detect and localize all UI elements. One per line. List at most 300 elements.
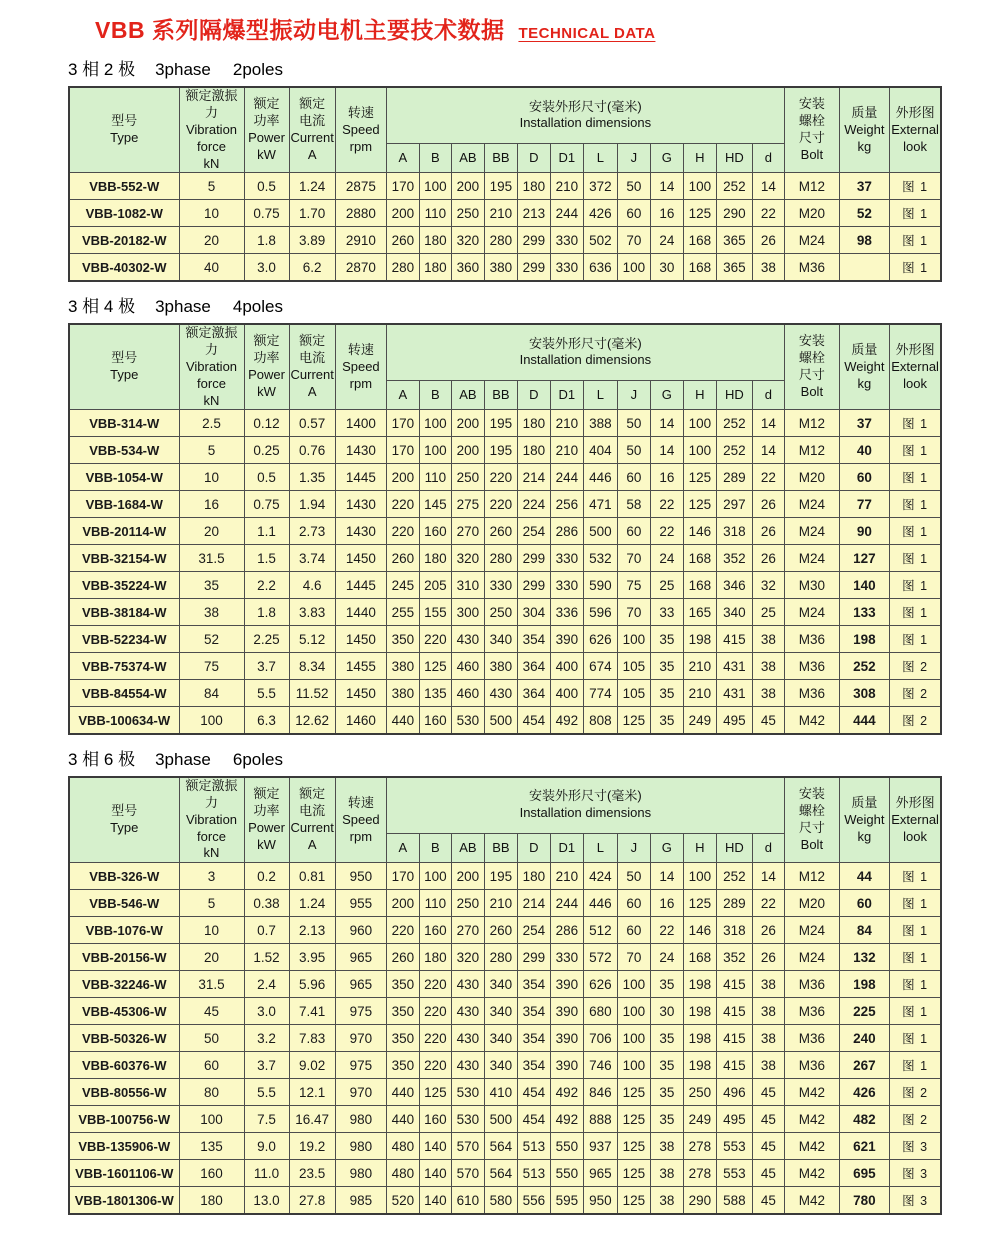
dimension-cell: 532 xyxy=(583,545,617,572)
dimension-cell: 746 xyxy=(583,1052,617,1079)
force-cell: 10 xyxy=(179,464,244,491)
dimension-cell: 372 xyxy=(583,173,617,200)
weight-cell: 140 xyxy=(839,572,889,599)
dimension-cell: 220 xyxy=(484,491,517,518)
model-cell: VBB-314-W xyxy=(69,410,179,437)
dimension-cell: 480 xyxy=(386,1160,419,1187)
header-vibration-force: 额定激振力 Vibration force kN xyxy=(179,324,244,410)
header-dim-b: B xyxy=(419,833,451,863)
speed-cell: 985 xyxy=(335,1187,386,1214)
dimension-cell: 500 xyxy=(484,1106,517,1133)
dimension-cell: 168 xyxy=(683,944,716,971)
table-row xyxy=(69,491,941,518)
dimension-cell: 100 xyxy=(617,254,650,281)
dimension-cell: 45 xyxy=(752,1160,784,1187)
dimension-cell: 304 xyxy=(517,599,550,626)
dimension-cell: 210 xyxy=(484,200,517,227)
dimension-cell: 135 xyxy=(419,680,451,707)
dimension-cell: 249 xyxy=(683,707,716,734)
dimension-cell: 195 xyxy=(484,173,517,200)
header-bolt: 安装 螺栓 尺寸 Bolt xyxy=(784,87,839,173)
dimension-cell: 564 xyxy=(484,1133,517,1160)
section-heading-poles: 6poles xyxy=(232,749,283,769)
power-cell: 5.5 xyxy=(244,680,289,707)
dimension-cell: 460 xyxy=(451,680,484,707)
dimension-cell: 400 xyxy=(550,653,583,680)
bolt-cell: M20 xyxy=(784,200,839,227)
power-cell: 2.25 xyxy=(244,626,289,653)
dimension-cell: 146 xyxy=(683,917,716,944)
figure-cell: 图 1 xyxy=(889,572,941,599)
dimension-cell: 213 xyxy=(517,200,550,227)
table-row xyxy=(69,680,941,707)
speed-cell: 1430 xyxy=(335,518,386,545)
header-dim-d: D xyxy=(517,143,550,173)
header-dim-d1: D1 xyxy=(550,380,583,410)
weight-cell: 267 xyxy=(839,1052,889,1079)
table-row xyxy=(69,1052,941,1079)
dimension-cell: 289 xyxy=(716,464,752,491)
force-cell: 50 xyxy=(179,1025,244,1052)
table-row xyxy=(69,410,941,437)
dimension-cell: 180 xyxy=(517,863,550,890)
current-cell: 1.24 xyxy=(289,173,335,200)
section-heading-cn: 3 相 6 极 xyxy=(68,749,136,769)
speed-cell: 955 xyxy=(335,890,386,917)
current-cell: 3.89 xyxy=(289,227,335,254)
weight-cell: 60 xyxy=(839,890,889,917)
dimension-cell: 354 xyxy=(517,1025,550,1052)
dimension-cell: 500 xyxy=(484,707,517,734)
dimension-cell: 255 xyxy=(386,599,419,626)
force-cell: 75 xyxy=(179,653,244,680)
weight-cell: 308 xyxy=(839,680,889,707)
dimension-cell: 278 xyxy=(683,1133,716,1160)
header-speed: 转速 Speed rpm xyxy=(335,777,386,863)
dimension-cell: 390 xyxy=(550,626,583,653)
speed-cell: 1450 xyxy=(335,626,386,653)
dimension-cell: 290 xyxy=(683,1187,716,1214)
weight-cell: 44 xyxy=(839,863,889,890)
model-cell: VBB-552-W xyxy=(69,173,179,200)
dimension-cell: 220 xyxy=(419,1052,451,1079)
table-row xyxy=(69,545,941,572)
current-cell: 12.62 xyxy=(289,707,335,734)
current-cell: 7.41 xyxy=(289,998,335,1025)
model-cell: VBB-135906-W xyxy=(69,1133,179,1160)
current-cell: 5.96 xyxy=(289,971,335,998)
bolt-cell: M20 xyxy=(784,464,839,491)
force-cell: 10 xyxy=(179,917,244,944)
force-cell: 2.5 xyxy=(179,410,244,437)
dimension-cell: 180 xyxy=(419,227,451,254)
bolt-cell: M24 xyxy=(784,917,839,944)
dimension-cell: 38 xyxy=(752,998,784,1025)
dimension-cell: 30 xyxy=(650,254,683,281)
dimension-cell: 160 xyxy=(419,1106,451,1133)
dimension-cell: 14 xyxy=(752,173,784,200)
dimension-cell: 38 xyxy=(752,971,784,998)
table-row xyxy=(69,227,941,254)
dimension-cell: 354 xyxy=(517,626,550,653)
weight-cell: 84 xyxy=(839,917,889,944)
header-dim-d: D xyxy=(517,833,550,863)
header-dim-a: A xyxy=(386,380,419,410)
dimension-cell: 430 xyxy=(451,626,484,653)
speed-cell: 980 xyxy=(335,1106,386,1133)
power-cell: 0.25 xyxy=(244,437,289,464)
speed-cell: 1460 xyxy=(335,707,386,734)
dimension-cell: 35 xyxy=(650,707,683,734)
force-cell: 10 xyxy=(179,200,244,227)
weight-cell: 37 xyxy=(839,410,889,437)
weight-cell: 52 xyxy=(839,200,889,227)
section-heading-cn: 3 相 4 极 xyxy=(68,296,136,316)
header-dim-j: J xyxy=(617,380,650,410)
dimension-cell: 195 xyxy=(484,437,517,464)
weight-cell: 252 xyxy=(839,653,889,680)
dimension-cell: 260 xyxy=(484,518,517,545)
dimension-cell: 60 xyxy=(617,518,650,545)
power-cell: 1.8 xyxy=(244,227,289,254)
header-current: 额定 电流 Current A xyxy=(289,777,335,863)
figure-cell: 图 1 xyxy=(889,890,941,917)
dimension-cell: 570 xyxy=(451,1133,484,1160)
header-dim-d: d xyxy=(752,143,784,173)
dimension-cell: 38 xyxy=(650,1187,683,1214)
force-cell: 16 xyxy=(179,491,244,518)
dimension-cell: 674 xyxy=(583,653,617,680)
dimension-cell: 210 xyxy=(683,680,716,707)
bolt-cell: M36 xyxy=(784,680,839,707)
speed-cell: 2870 xyxy=(335,254,386,281)
model-cell: VBB-75374-W xyxy=(69,653,179,680)
current-cell: 8.34 xyxy=(289,653,335,680)
dimension-cell: 210 xyxy=(550,863,583,890)
dimension-cell: 300 xyxy=(451,599,484,626)
header-vibration-force: 额定激振力 Vibration force kN xyxy=(179,777,244,863)
dimension-cell: 350 xyxy=(386,1052,419,1079)
dimension-cell: 50 xyxy=(617,410,650,437)
dimension-cell: 330 xyxy=(550,254,583,281)
dimension-cell: 299 xyxy=(517,572,550,599)
dimension-cell: 270 xyxy=(451,518,484,545)
dimension-cell: 278 xyxy=(683,1160,716,1187)
dimension-cell: 492 xyxy=(550,707,583,734)
dimension-cell: 254 xyxy=(517,917,550,944)
dimension-cell: 100 xyxy=(683,863,716,890)
speed-cell: 1450 xyxy=(335,545,386,572)
dimension-cell: 626 xyxy=(583,971,617,998)
section-heading-6poles xyxy=(68,745,972,770)
dimension-cell: 155 xyxy=(419,599,451,626)
current-cell: 1.24 xyxy=(289,890,335,917)
current-cell: 27.8 xyxy=(289,1187,335,1214)
power-cell: 5.5 xyxy=(244,1079,289,1106)
header-dim-hd: HD xyxy=(716,380,752,410)
bolt-cell: M12 xyxy=(784,863,839,890)
speed-cell: 970 xyxy=(335,1079,386,1106)
force-cell: 20 xyxy=(179,944,244,971)
dimension-cell: 446 xyxy=(583,464,617,491)
dimension-cell: 14 xyxy=(752,410,784,437)
dimension-cell: 210 xyxy=(550,437,583,464)
header-dim-j: J xyxy=(617,143,650,173)
header-dim-l: L xyxy=(583,143,617,173)
dimension-cell: 100 xyxy=(683,437,716,464)
dimension-cell: 252 xyxy=(716,410,752,437)
dimension-cell: 125 xyxy=(617,707,650,734)
dimension-cell: 390 xyxy=(550,1052,583,1079)
current-cell: 3.74 xyxy=(289,545,335,572)
figure-cell: 图 3 xyxy=(889,1133,941,1160)
force-cell: 100 xyxy=(179,707,244,734)
dimension-cell: 22 xyxy=(752,464,784,491)
bolt-cell: M42 xyxy=(784,707,839,734)
dimension-cell: 252 xyxy=(716,437,752,464)
dimension-cell: 35 xyxy=(650,626,683,653)
dimension-cell: 22 xyxy=(752,200,784,227)
dimension-cell: 35 xyxy=(650,1025,683,1052)
model-cell: VBB-80556-W xyxy=(69,1079,179,1106)
dimension-cell: 26 xyxy=(752,491,784,518)
dimension-cell: 26 xyxy=(752,917,784,944)
model-cell: VBB-60376-W xyxy=(69,1052,179,1079)
header-external-look: 外形图 External look xyxy=(889,87,941,173)
dimension-cell: 340 xyxy=(484,1025,517,1052)
header-speed: 转速 Speed rpm xyxy=(335,87,386,173)
dimension-cell: 250 xyxy=(484,599,517,626)
force-cell: 45 xyxy=(179,998,244,1025)
model-cell: VBB-52234-W xyxy=(69,626,179,653)
dimension-cell: 252 xyxy=(716,863,752,890)
header-current: 额定 电流 Current A xyxy=(289,87,335,173)
dimension-cell: 200 xyxy=(451,410,484,437)
dimension-cell: 260 xyxy=(484,917,517,944)
table-header xyxy=(69,777,941,863)
current-cell: 0.76 xyxy=(289,437,335,464)
dimension-cell: 350 xyxy=(386,626,419,653)
table-body xyxy=(69,863,941,1214)
dimension-cell: 170 xyxy=(386,437,419,464)
dimension-cell: 100 xyxy=(419,437,451,464)
power-cell: 2.4 xyxy=(244,971,289,998)
dimension-cell: 595 xyxy=(550,1187,583,1214)
dimension-cell: 454 xyxy=(517,707,550,734)
dimension-cell: 280 xyxy=(386,254,419,281)
bolt-cell: M12 xyxy=(784,173,839,200)
header-dim-g: G xyxy=(650,143,683,173)
dimension-cell: 512 xyxy=(583,917,617,944)
dimension-cell: 289 xyxy=(716,890,752,917)
weight-cell: 198 xyxy=(839,971,889,998)
model-cell: VBB-1684-W xyxy=(69,491,179,518)
dimension-cell: 35 xyxy=(650,1052,683,1079)
dimension-cell: 346 xyxy=(716,572,752,599)
dimension-cell: 440 xyxy=(386,1079,419,1106)
dimension-cell: 105 xyxy=(617,680,650,707)
dimension-cell: 496 xyxy=(716,1079,752,1106)
dimension-cell: 440 xyxy=(386,1106,419,1133)
figure-cell: 图 1 xyxy=(889,254,941,281)
dimension-cell: 160 xyxy=(419,917,451,944)
dimension-cell: 35 xyxy=(650,971,683,998)
spec-table-4poles xyxy=(68,323,942,735)
speed-cell: 965 xyxy=(335,971,386,998)
dimension-cell: 168 xyxy=(683,227,716,254)
dimension-cell: 454 xyxy=(517,1106,550,1133)
dimension-cell: 431 xyxy=(716,653,752,680)
current-cell: 3.83 xyxy=(289,599,335,626)
dimension-cell: 125 xyxy=(617,1079,650,1106)
dimension-cell: 22 xyxy=(650,917,683,944)
dimension-cell: 165 xyxy=(683,599,716,626)
dimension-cell: 70 xyxy=(617,599,650,626)
header-dim-d1: D1 xyxy=(550,143,583,173)
dimension-cell: 520 xyxy=(386,1187,419,1214)
dimension-cell: 125 xyxy=(683,464,716,491)
dimension-cell: 256 xyxy=(550,491,583,518)
title-row xyxy=(68,12,972,45)
dimension-cell: 244 xyxy=(550,200,583,227)
figure-cell: 图 3 xyxy=(889,1160,941,1187)
force-cell: 52 xyxy=(179,626,244,653)
header-dim-hd: HD xyxy=(716,833,752,863)
dimension-cell: 220 xyxy=(419,626,451,653)
header-dim-h: H xyxy=(683,143,716,173)
model-cell: VBB-326-W xyxy=(69,863,179,890)
dimension-cell: 350 xyxy=(386,971,419,998)
dimension-cell: 200 xyxy=(451,437,484,464)
dimension-cell: 38 xyxy=(752,254,784,281)
header-dim-b: B xyxy=(419,143,451,173)
dimension-cell: 100 xyxy=(617,971,650,998)
dimension-cell: 937 xyxy=(583,1133,617,1160)
section-6poles xyxy=(68,745,972,1215)
header-dim-ab: AB xyxy=(451,143,484,173)
model-cell: VBB-32246-W xyxy=(69,971,179,998)
dimension-cell: 180 xyxy=(517,437,550,464)
power-cell: 1.1 xyxy=(244,518,289,545)
table-row xyxy=(69,437,941,464)
dimension-cell: 364 xyxy=(517,653,550,680)
power-cell: 0.5 xyxy=(244,173,289,200)
header-dim-g: G xyxy=(650,380,683,410)
dimension-cell: 220 xyxy=(419,1025,451,1052)
table-header xyxy=(69,324,941,410)
speed-cell: 2910 xyxy=(335,227,386,254)
bolt-cell: M12 xyxy=(784,410,839,437)
speed-cell: 965 xyxy=(335,944,386,971)
dimension-cell: 626 xyxy=(583,626,617,653)
power-cell: 3.2 xyxy=(244,1025,289,1052)
dimension-cell: 24 xyxy=(650,545,683,572)
dimension-cell: 140 xyxy=(419,1187,451,1214)
dimension-cell: 430 xyxy=(451,971,484,998)
dimension-cell: 360 xyxy=(451,254,484,281)
dimension-cell: 260 xyxy=(386,944,419,971)
dimension-cell: 220 xyxy=(419,998,451,1025)
bolt-cell: M20 xyxy=(784,890,839,917)
header-dim-d: d xyxy=(752,380,784,410)
dimension-cell: 220 xyxy=(386,518,419,545)
dimension-cell: 430 xyxy=(451,1052,484,1079)
bolt-cell: M42 xyxy=(784,1160,839,1187)
dimension-cell: 415 xyxy=(716,626,752,653)
dimension-cell: 513 xyxy=(517,1160,550,1187)
dimension-cell: 706 xyxy=(583,1025,617,1052)
dimension-cell: 340 xyxy=(716,599,752,626)
dimension-cell: 580 xyxy=(484,1187,517,1214)
table-row xyxy=(69,254,941,281)
dimension-cell: 280 xyxy=(484,545,517,572)
dimension-cell: 50 xyxy=(617,437,650,464)
header-dim-bb: BB xyxy=(484,143,517,173)
dimension-cell: 105 xyxy=(617,653,650,680)
dimension-cell: 14 xyxy=(650,173,683,200)
page-title: VBB 系列隔爆型振动电机主要技术数据 xyxy=(95,17,505,43)
header-dim-d: d xyxy=(752,833,784,863)
header-model: 型号 Type xyxy=(69,777,179,863)
dimension-cell: 252 xyxy=(716,173,752,200)
dimension-cell: 38 xyxy=(752,1025,784,1052)
force-cell: 5 xyxy=(179,437,244,464)
dimension-cell: 550 xyxy=(550,1160,583,1187)
dimension-cell: 244 xyxy=(550,464,583,491)
figure-cell: 图 1 xyxy=(889,1025,941,1052)
bolt-cell: M30 xyxy=(784,572,839,599)
speed-cell: 1440 xyxy=(335,599,386,626)
header-bolt: 安装 螺栓 尺寸 Bolt xyxy=(784,324,839,410)
dimension-cell: 513 xyxy=(517,1133,550,1160)
dimension-cell: 320 xyxy=(451,944,484,971)
dimension-cell: 200 xyxy=(386,890,419,917)
header-dim-ab: AB xyxy=(451,833,484,863)
dimension-cell: 415 xyxy=(716,1025,752,1052)
dimension-cell: 58 xyxy=(617,491,650,518)
dimension-cell: 774 xyxy=(583,680,617,707)
weight-cell: 98 xyxy=(839,227,889,254)
weight-cell: 40 xyxy=(839,437,889,464)
dimension-cell: 249 xyxy=(683,1106,716,1133)
dimension-cell: 140 xyxy=(419,1133,451,1160)
dimension-cell: 570 xyxy=(451,1160,484,1187)
figure-cell: 图 1 xyxy=(889,227,941,254)
dimension-cell: 610 xyxy=(451,1187,484,1214)
dimension-cell: 350 xyxy=(386,998,419,1025)
header-dim-h: H xyxy=(683,833,716,863)
model-cell: VBB-20156-W xyxy=(69,944,179,971)
speed-cell: 960 xyxy=(335,917,386,944)
model-cell: VBB-84554-W xyxy=(69,680,179,707)
header-current: 额定 电流 Current A xyxy=(289,324,335,410)
dimension-cell: 299 xyxy=(517,227,550,254)
dimension-cell: 35 xyxy=(650,1106,683,1133)
dimension-cell: 440 xyxy=(386,707,419,734)
model-cell: VBB-45306-W xyxy=(69,998,179,1025)
bolt-cell: M42 xyxy=(784,1079,839,1106)
header-dim-d1: D1 xyxy=(550,833,583,863)
dimension-cell: 26 xyxy=(752,518,784,545)
dimension-cell: 299 xyxy=(517,254,550,281)
dimension-cell: 471 xyxy=(583,491,617,518)
force-cell: 31.5 xyxy=(179,545,244,572)
dimension-cell: 297 xyxy=(716,491,752,518)
dimension-cell: 210 xyxy=(683,653,716,680)
dimension-cell: 16 xyxy=(650,890,683,917)
dimension-cell: 195 xyxy=(484,410,517,437)
section-2poles xyxy=(68,55,972,282)
